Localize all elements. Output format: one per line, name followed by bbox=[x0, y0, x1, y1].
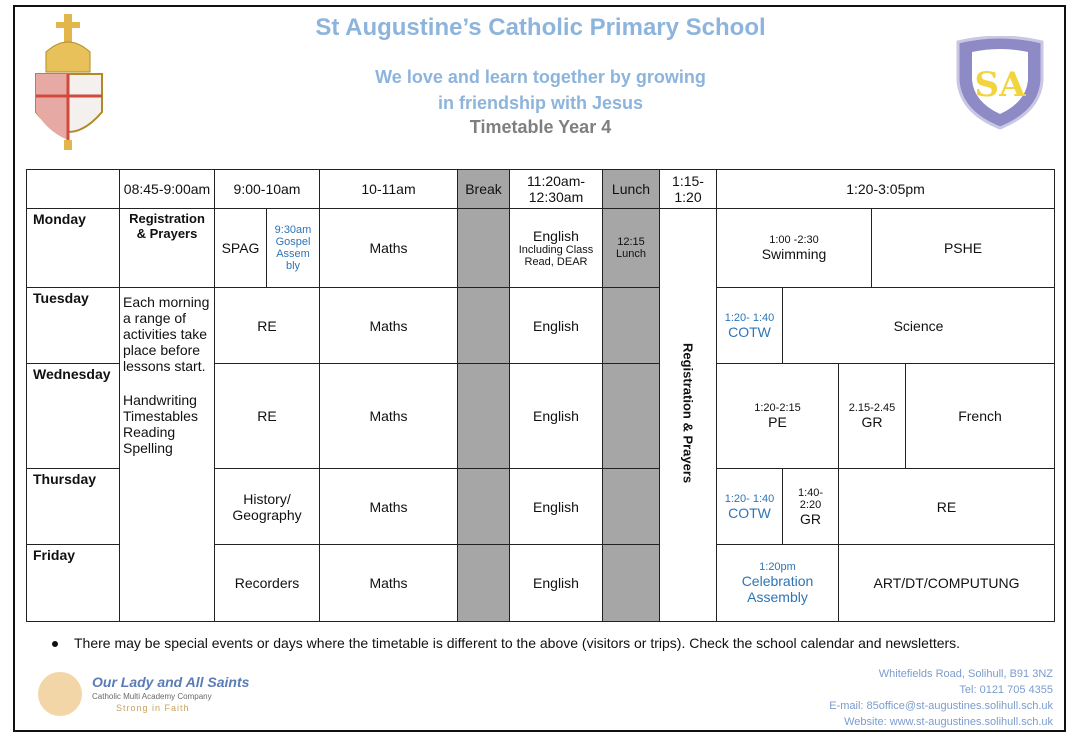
motto-line-1: We love and learn together by growing bbox=[375, 67, 706, 87]
bullet-icon bbox=[52, 641, 58, 647]
day-label: Friday bbox=[27, 545, 120, 622]
registration-cell: Registration & Prayers bbox=[120, 209, 215, 288]
website-link[interactable]: Website: www.st-augustines.solihull.sch.uk bbox=[844, 716, 1053, 728]
cell-pe bbox=[717, 364, 839, 469]
table-row bbox=[27, 288, 1055, 364]
cell-re: RE bbox=[839, 469, 1055, 545]
cell-english: English bbox=[510, 469, 603, 545]
cotw-label: COTW bbox=[728, 323, 771, 340]
school-motto bbox=[0, 64, 1081, 116]
timetable bbox=[26, 169, 1055, 622]
cell-english: English bbox=[510, 288, 603, 364]
col-header: 1:20-3:05pm bbox=[717, 170, 1055, 209]
cell-french: French bbox=[906, 364, 1055, 469]
timetable-subtitle: Timetable Year 4 bbox=[469, 117, 612, 137]
english-sub: Including Class Read, DEAR bbox=[518, 244, 594, 268]
cell-maths: Maths bbox=[320, 364, 458, 469]
mac-name: Our Lady and All Saints bbox=[92, 674, 250, 690]
cell-gospel: 9:30am Gospel Assem bly bbox=[267, 209, 320, 288]
col-header: 9:00-10am bbox=[215, 170, 320, 209]
col-header: 10-11am bbox=[320, 170, 458, 209]
cell-gr bbox=[783, 469, 839, 545]
gr-label: GR bbox=[861, 414, 883, 430]
motto-line-2: in friendship with Jesus bbox=[437, 93, 644, 113]
cell-recorders: Recorders bbox=[215, 545, 320, 622]
table-row bbox=[27, 209, 1055, 288]
col-header: 11:20am-12:30am bbox=[510, 170, 603, 209]
col-header: 08:45-9:00am bbox=[120, 170, 215, 209]
english-label: English bbox=[533, 228, 579, 244]
celebration-time: 1:20pm bbox=[759, 561, 796, 573]
vertical-reg-label: Registration & Prayers bbox=[680, 343, 696, 484]
cell-english bbox=[510, 209, 603, 288]
svg-text:SA: SA bbox=[974, 65, 1026, 105]
cell-english: English bbox=[510, 364, 603, 469]
cell-history: History/ Geography bbox=[215, 469, 320, 545]
cotw-time: 1:20- 1:40 bbox=[724, 311, 775, 324]
swim-label: Swimming bbox=[761, 246, 827, 262]
cell-maths: Maths bbox=[320, 545, 458, 622]
corner-cell bbox=[27, 170, 120, 209]
cell-science: Science bbox=[783, 288, 1055, 364]
col-header: Break bbox=[458, 170, 510, 209]
cell-celebration bbox=[717, 545, 839, 622]
mac-tagline: Strong in Faith bbox=[116, 703, 190, 713]
col-header: Lunch bbox=[603, 170, 660, 209]
gr-time: 1:40- 2:20 bbox=[797, 486, 824, 511]
address: Whitefields Road, Solihull, B91 3NZ bbox=[878, 668, 1053, 680]
cell-art: ART/DT/COMPUTUNG bbox=[839, 545, 1055, 622]
cell-re: RE bbox=[215, 288, 320, 364]
cell-maths: Maths bbox=[320, 209, 458, 288]
break-cell bbox=[458, 288, 510, 364]
morning-list: Handwriting Timestables Reading Spelling bbox=[123, 392, 198, 456]
break-cell bbox=[458, 209, 510, 288]
lunch-cell bbox=[603, 364, 660, 469]
swim-time: 1:00 -2:30 bbox=[769, 234, 819, 246]
vertical-reg-cell bbox=[660, 209, 717, 622]
header-row bbox=[27, 170, 1055, 209]
gr-label: GR bbox=[800, 510, 821, 527]
break-cell bbox=[458, 364, 510, 469]
cell-maths: Maths bbox=[320, 469, 458, 545]
lunch-cell bbox=[603, 469, 660, 545]
mac-emblem-icon bbox=[38, 672, 82, 716]
break-cell bbox=[458, 469, 510, 545]
cotw-label: COTW bbox=[728, 504, 771, 521]
celebration-label: Celebration Assembly bbox=[741, 573, 814, 605]
day-label: Thursday bbox=[27, 469, 120, 545]
cotw-time: 1:20- 1:40 bbox=[724, 492, 775, 505]
mac-subtitle: Catholic Multi Academy Company bbox=[92, 692, 212, 701]
day-label: Wednesday bbox=[27, 364, 120, 469]
cell-swimming bbox=[717, 209, 872, 288]
contact-details bbox=[829, 666, 1053, 730]
cell-pshe: PSHE bbox=[872, 209, 1055, 288]
gr-time: 2.15-2.45 bbox=[848, 402, 896, 414]
timetable-note bbox=[52, 635, 960, 651]
lunch-cell bbox=[603, 545, 660, 622]
school-name: St Augustine’s Catholic Primary School bbox=[315, 14, 766, 41]
cell-cotw bbox=[717, 469, 783, 545]
lunch-cell bbox=[603, 288, 660, 364]
break-cell bbox=[458, 545, 510, 622]
telephone: Tel: 0121 705 4355 bbox=[959, 684, 1053, 696]
col-header: 1:15-1:20 bbox=[660, 170, 717, 209]
cell-english: English bbox=[510, 545, 603, 622]
cell-lunch-note: 12:15 Lunch bbox=[603, 209, 660, 288]
cell-maths: Maths bbox=[320, 288, 458, 364]
day-label: Monday bbox=[27, 209, 120, 288]
pe-label: PE bbox=[768, 414, 787, 430]
cell-re: RE bbox=[215, 364, 320, 469]
cell-spag: SPAG bbox=[215, 209, 267, 288]
cell-gr bbox=[839, 364, 906, 469]
day-label: Tuesday bbox=[27, 288, 120, 364]
morning-note-cell bbox=[120, 288, 215, 622]
email-link[interactable]: E-mail: 85office@st-augustines.solihull.sch.uk bbox=[829, 700, 1053, 712]
pe-time: 1:20-2:15 bbox=[754, 402, 801, 414]
cell-cotw bbox=[717, 288, 783, 364]
note-text: There may be special events or days where the timetable is different to the above (visitors or trips). Check the school calendar and newsletters. bbox=[74, 635, 961, 651]
morning-note: Each morning a range of activities take place before lessons start. bbox=[123, 294, 210, 374]
